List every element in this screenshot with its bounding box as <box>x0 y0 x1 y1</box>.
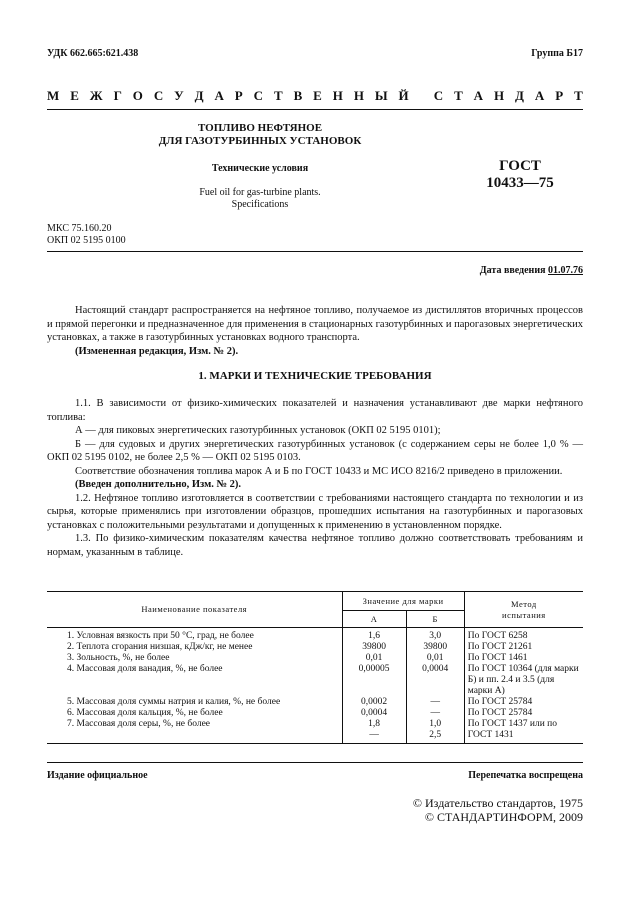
table-row <box>47 653 583 664</box>
cell-grade-b: 0,01 <box>406 653 464 664</box>
cell-grade-a: 0,0002 <box>342 697 406 708</box>
intro-date <box>480 265 583 277</box>
cell-grade-a: 0,00005 <box>342 664 406 697</box>
cell-indicator: 6. Массовая доля кальция, %, не более <box>67 708 223 718</box>
amendment-note-2: (Введен дополнительно, Изм. № 2). <box>75 479 242 490</box>
banner-letter: Г <box>113 88 122 103</box>
title-rule <box>47 251 583 252</box>
banner-letter: Н <box>493 88 505 103</box>
section1-body <box>47 397 583 559</box>
col-header-method-2: испытания <box>502 609 546 620</box>
banner-letter: С <box>153 88 164 103</box>
doc-title-english <box>130 187 390 211</box>
banner-letter: Е <box>313 88 322 103</box>
grade-a-desc: А — для пиковых энергетических газотурбинных установок (ОКП 02 5195 0101); <box>75 425 441 436</box>
cell-indicator: 7. Массовая доля серы, %, не более <box>67 719 211 729</box>
doc-title-en-line2: Specifications <box>231 199 289 210</box>
banner-letter: Р <box>234 88 243 103</box>
banner-letter: Т <box>454 88 463 103</box>
group-code: Группа Б17 <box>531 48 583 59</box>
intro-date-value: 01.07.76 <box>548 265 583 276</box>
banner-letter: С <box>253 88 264 103</box>
mks-code: МКС 75.160.20 <box>47 223 112 234</box>
banner-letter: Д <box>515 88 524 103</box>
grade-b-desc: Б — для судовых и других энергетических газотурбинных установок (с содержанием серы не более 1,0 % — ОКП 02 5195 0102, не более 2,5 % — ОКП 02 5195 0103. <box>47 438 583 463</box>
cell-indicator: 2. Теплота сгорания низшая, кДж/кг, не менее <box>67 642 253 652</box>
banner-letter: Ж <box>89 88 103 103</box>
okp-code: ОКП 02 5195 0100 <box>47 235 126 246</box>
doc-title <box>130 122 390 148</box>
clause-1-2: 1.2. Нефтяное топливо изготовляется в соответствии с требованиями настоящего стандарта по технологии и из сырья, которые применялись при изготовлении образцов, прошедших испытания на газотурбинных и парогазовых установках с положительными результатами и допущенных к применению в установленном порядке. <box>47 492 583 531</box>
cell-indicator <box>47 730 342 744</box>
banner-letter: Ы <box>374 88 388 103</box>
clause-1-1: 1.1. В зависимости от физико-химических показателей и назначения устанавливают две марки нефтяного топлива: <box>47 398 583 423</box>
cell-grade-b: 39800 <box>406 642 464 653</box>
col-header-a: А <box>342 611 406 628</box>
banner-letter: Р <box>555 88 564 103</box>
classification-codes <box>47 223 126 247</box>
intro-date-label: Дата введения <box>479 265 546 276</box>
cell-grade-a: 39800 <box>342 642 406 653</box>
reprint-prohibited: Перепечатка воспрещена <box>468 770 583 781</box>
requirements-table <box>47 591 583 744</box>
header-rule <box>47 109 583 110</box>
footer-rule <box>47 762 583 763</box>
table-row <box>47 719 583 730</box>
cell-grade-b: 3,0 <box>406 628 464 643</box>
cell-grade-a: 0,01 <box>342 653 406 664</box>
cell-method: По ГОСТ 1461 <box>464 653 583 664</box>
banner-letter: Й <box>398 88 409 103</box>
copyright-1975: © Издательство стандартов, 1975 <box>412 796 583 810</box>
col-header-method-1: Метод <box>511 598 537 609</box>
col-header-b: Б <box>406 611 464 628</box>
cell-method: По ГОСТ 1437 или по <box>464 719 583 730</box>
interstate-standard-banner <box>47 88 583 104</box>
cell-method: По ГОСТ 21261 <box>464 642 583 653</box>
doc-title-line1: ТОПЛИВО НЕФТЯНОЕ <box>197 122 323 134</box>
clause-1-3: 1.3. По физико-химическим показателям качества нефтяное топливо должно соответствовать требованиям и нормам, указанным в таблице. <box>47 533 583 558</box>
cell-grade-b: 1,0 <box>406 719 464 730</box>
table-row <box>47 697 583 708</box>
banner-letter: С <box>433 88 444 103</box>
table-body <box>47 628 583 744</box>
banner-letter: А <box>473 88 484 103</box>
col-header-value: Значение для марки <box>342 592 464 611</box>
col-header-method <box>464 592 583 628</box>
cell-grade-b: 2,5 <box>406 730 464 744</box>
banner-letter: А <box>534 88 545 103</box>
doc-title-line2: ДЛЯ ГАЗОТУРБИННЫХ УСТАНОВОК <box>158 135 362 147</box>
banner-letter: У <box>174 88 184 103</box>
cell-indicator: 1. Условная вязкость при 50 °С, град, не более <box>67 631 254 641</box>
intro-paragraph: Настоящий стандарт распространяется на нефтяное топливо, получаемое из дистиллятов вторичных процессов и прямой перегонки и предназначенное для применения в стационарных газотурбинных и парогазовых энергетических установках, а также в газотурбинных установках водного транспорта. <box>47 305 583 343</box>
cell-method: По ГОСТ 6258 <box>464 628 583 643</box>
banner-letter: Е <box>70 88 79 103</box>
table-row <box>47 642 583 653</box>
official-edition: Издание официальное <box>47 770 148 781</box>
correspondence-note: Соответствие обозначения топлива марок А и Б по ГОСТ 10433 и МС ИСО 8216/2 приведено в приложении. <box>75 465 563 477</box>
cell-indicator: 5. Массовая доля суммы натрия и калия, %, не более <box>67 697 281 707</box>
cell-grade-b: — <box>406 697 464 708</box>
cell-grade-a: 1,6 <box>342 628 406 643</box>
banner-letter: О <box>132 88 143 103</box>
table-row <box>47 708 583 719</box>
cell-method: По ГОСТ 25784 <box>464 708 583 719</box>
table-row <box>47 730 583 744</box>
cell-grade-a: — <box>342 730 406 744</box>
banner-letter: А <box>214 88 224 103</box>
banner-letter: Т <box>574 88 583 103</box>
cell-grade-a: 0,0004 <box>342 708 406 719</box>
cell-method: По ГОСТ 10364 (для марки Б) и пп. 2.4 и 3.5 (для марки А) <box>464 664 583 697</box>
banner-letter: В <box>293 88 303 103</box>
col-header-name: Наименование показателя <box>47 592 342 628</box>
banner-letter <box>420 88 423 104</box>
intro-amendment-note: (Измененная редакция, Изм. № 2). <box>75 345 239 357</box>
doc-subtitle: Технические условия <box>211 163 309 174</box>
banner-letter: Д <box>194 88 204 103</box>
cell-grade-a: 1,8 <box>342 719 406 730</box>
gost-block <box>470 158 570 192</box>
copyright-2009: © СТАНДАРТИНФОРМ, 2009 <box>424 810 583 824</box>
cell-indicator: 4. Массовая доля ванадия, %, не более <box>67 664 223 674</box>
banner-letter: Т <box>273 88 283 103</box>
doc-title-en-line1: Fuel oil for gas-turbine plants. <box>199 187 321 198</box>
intro-section <box>47 304 583 358</box>
cell-indicator: 3. Зольность, %, не более <box>67 653 170 663</box>
table-row <box>47 628 583 643</box>
banner-letter: М <box>47 88 60 103</box>
banner-letter: Н <box>353 88 364 103</box>
udk-code: УДК 662.665:621.438 <box>47 48 139 59</box>
cell-grade-b: 0,0004 <box>406 664 464 697</box>
table-row <box>47 664 583 697</box>
cell-method: По ГОСТ 25784 <box>464 697 583 708</box>
banner-letter: Н <box>332 88 343 103</box>
gost-number: 10433—75 <box>486 175 554 191</box>
gost-label: ГОСТ <box>499 158 541 174</box>
cell-grade-b: — <box>406 708 464 719</box>
cell-method: ГОСТ 1431 <box>464 730 583 744</box>
section-heading: 1. МАРКИ И ТЕХНИЧЕСКИЕ ТРЕБОВАНИЯ <box>198 370 432 382</box>
